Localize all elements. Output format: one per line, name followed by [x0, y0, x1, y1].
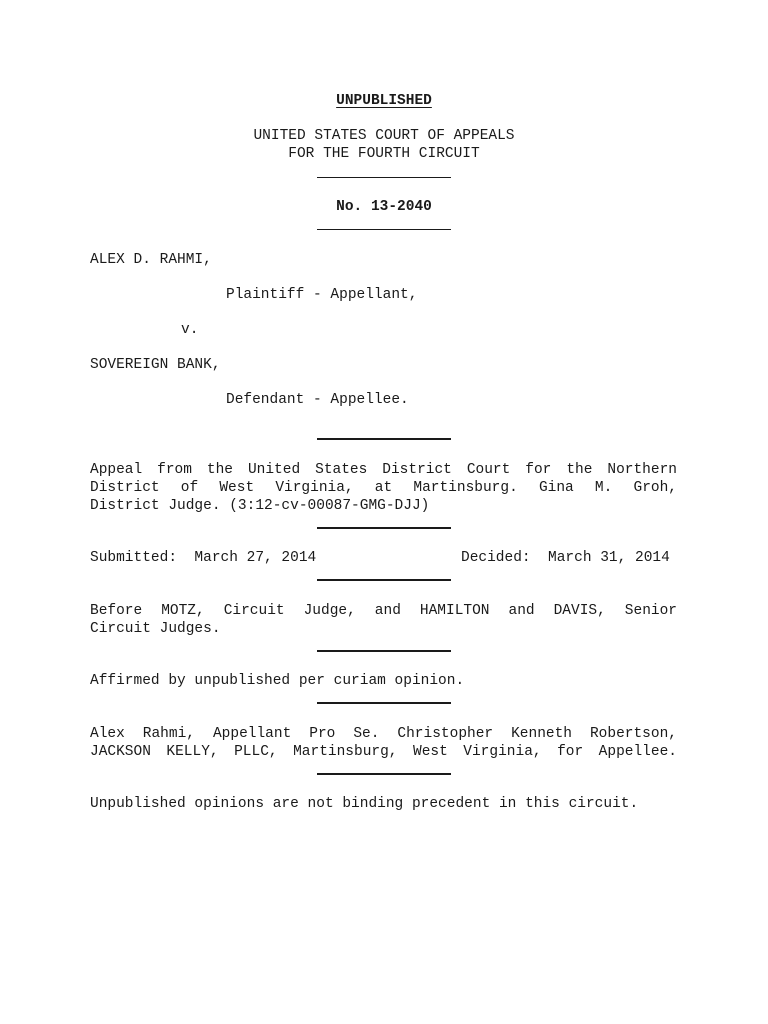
divider — [317, 650, 451, 652]
disposition: Affirmed by unpublished per curiam opinion. — [90, 673, 465, 689]
plaintiff-name: ALEX D. RAHMI, — [90, 252, 212, 268]
appeal-line: District Judge. (3:12-cv-00087-GMG-DJJ) — [90, 498, 430, 514]
appeal-paragraph — [90, 461, 677, 515]
appeal-line: District of West Virginia, at Martinsburg. Gina M. Groh, — [90, 480, 677, 496]
divider — [317, 702, 451, 704]
publication-status: UNPUBLISHED — [336, 93, 432, 109]
divider — [317, 527, 451, 529]
divider — [317, 177, 451, 178]
divider — [317, 229, 451, 230]
divider — [317, 579, 451, 581]
panel-line: Circuit Judges. — [90, 621, 221, 637]
counsel-paragraph — [90, 725, 677, 761]
precedent-note: Unpublished opinions are not binding precedent in this circuit. — [90, 796, 639, 812]
decided-date: Decided: March 31, 2014 — [461, 550, 670, 566]
panel-line: Before MOTZ, Circuit Judge, and HAMILTON and DAVIS, Senior — [90, 603, 677, 619]
defendant-role: Defendant - Appellee. — [226, 392, 409, 408]
versus: v. — [181, 322, 199, 338]
appeal-line: Appeal from the United States District Court for the Northern — [90, 462, 677, 478]
divider — [317, 438, 451, 440]
counsel-line: Alex Rahmi, Appellant Pro Se. Christopher Kenneth Robertson, — [90, 726, 677, 742]
court-name-line1: UNITED STATES COURT OF APPEALS — [253, 128, 515, 144]
court-name-line2: FOR THE FOURTH CIRCUIT — [288, 146, 480, 162]
panel-paragraph — [90, 602, 677, 638]
submitted-date: Submitted: March 27, 2014 — [90, 550, 317, 566]
plaintiff-role: Plaintiff - Appellant, — [226, 287, 418, 303]
case-number: No. 13-2040 — [336, 199, 432, 215]
counsel-line: JACKSON KELLY, PLLC, Martinsburg, West Virginia, for Appellee. — [90, 744, 677, 760]
defendant-name: SOVEREIGN BANK, — [90, 357, 221, 373]
divider — [317, 773, 451, 775]
